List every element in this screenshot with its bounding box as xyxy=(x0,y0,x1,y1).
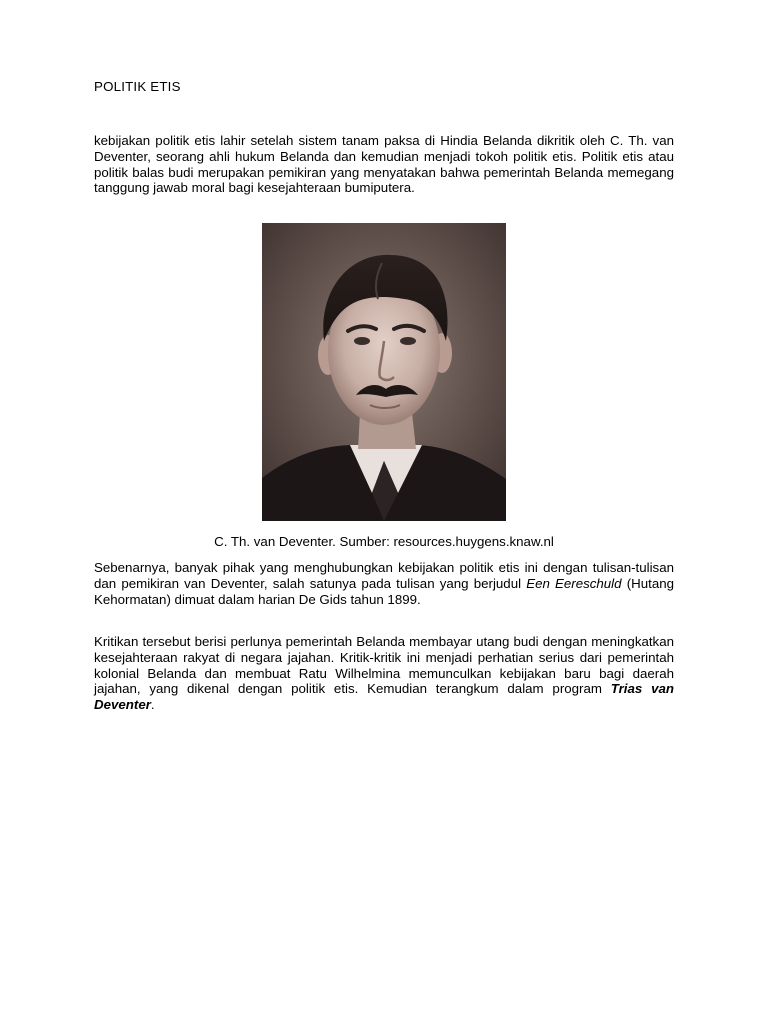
paragraph-criticism xyxy=(94,634,674,713)
trias-van-deventer: Trias van Deventer xyxy=(94,681,675,713)
portrait-photo-icon xyxy=(262,223,506,521)
photo-caption: C. Th. van Deventer. Sumber: resources.huygens.knaw.nl xyxy=(214,534,554,549)
portrait-photo xyxy=(262,223,506,521)
paragraph-deventer xyxy=(94,560,674,607)
paragraph-deventer-text: Sebenarnya, banyak pihak yang menghubungkan kebijakan politik etis ini dengan tulisan-tulisan dan pemikiran van Deventer, salah satunya pada tulisan yang berjudul xyxy=(94,560,674,591)
paragraph-deventer-text-end: (Hutang Kehormatan) dimuat dalam harian De Gids tahun 1899. xyxy=(94,575,675,607)
paragraph-intro: kebijakan politik etis lahir setelah sistem tanam paksa di Hindia Belanda dikritik oleh C. Th. van Deventer, seorang ahli hukum Belanda dan kemudian menjadi tokoh politik etis. Politik etis atau politik balas budi merupakan pemikiran yang menyatakan bahwa pemerintah Belanda memegang tanggung jawab moral bagi kesejahteraan bumiputera. xyxy=(94,133,674,196)
een-eereschuld-title: Een Eereschuld xyxy=(526,575,622,591)
paragraph-criticism-text-end: . xyxy=(150,697,155,713)
paragraph-criticism-text: Kritikan tersebut berisi perlunya pemerintah Belanda membayar utang budi dengan meningkatkan kesejahteraan rakyat di negara jajahan. Kritik-kritik ini menjadi perhatian serius dari pemerintah kolonial Belanda dan membuat Ratu Wilhelmina memunculkan kebijakan baru bagi daerah jajahan, yang dikenal dengan politik etis. Kemudian terangkum dalam program xyxy=(94,634,674,697)
document-title: POLITIK ETIS xyxy=(94,79,181,94)
